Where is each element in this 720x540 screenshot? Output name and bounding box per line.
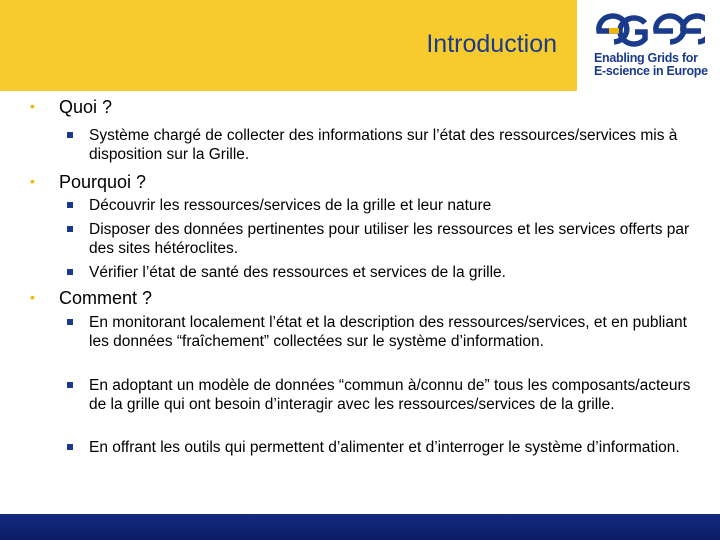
footer-bar	[0, 514, 720, 540]
list-item: Système chargé de collecter des informations sur l’état des ressources/services mis à disposition sur la Grille.	[67, 126, 707, 164]
bullet-icon: •	[30, 289, 35, 305]
section-heading-pourquoi: • Pourquoi ?	[30, 172, 147, 192]
header-band	[0, 0, 577, 91]
square-bullet-icon	[67, 226, 73, 232]
bullet-icon: •	[30, 173, 35, 189]
square-bullet-icon	[67, 269, 73, 275]
logo-tagline	[594, 52, 719, 78]
square-bullet-icon	[67, 319, 73, 325]
square-bullet-icon	[67, 202, 73, 208]
square-bullet-icon	[67, 382, 73, 388]
list-item: Disposer des données pertinentes pour utiliser les ressources et les services offerts par des sites hétéroclites.	[67, 220, 707, 258]
egee-wordmark-logo	[595, 12, 705, 50]
list-item: En monitorant localement l’état et la description des ressources/services, et en publiant les données “fraîchement” collectées sur le système d’information.	[67, 313, 707, 351]
list-item: Vérifier l’état de santé des ressources et services de la grille.	[67, 263, 707, 282]
section-heading-comment: • Comment ?	[30, 288, 153, 308]
list-item: En offrant les outils qui permettent d’alimenter et d’interroger le système d’information.	[67, 438, 707, 457]
square-bullet-icon	[67, 132, 73, 138]
logo-tagline-line2: E-science in Europe	[594, 64, 708, 78]
square-bullet-icon	[67, 444, 73, 450]
bullet-icon: •	[30, 98, 35, 114]
list-item: Découvrir les ressources/services de la grille et leur nature	[67, 196, 707, 215]
egee-logo	[577, 0, 720, 91]
slide-title: Introduction	[426, 30, 557, 58]
section-heading-quoi: • Quoi ?	[30, 97, 113, 117]
list-item: En adoptant un modèle de données “commun à/connu de” tous les composants/acteurs de la grille qui ont besoin d’interagir avec les ressources/services de la grille.	[67, 376, 707, 414]
logo-tagline-line1: Enabling Grids for	[594, 51, 698, 65]
